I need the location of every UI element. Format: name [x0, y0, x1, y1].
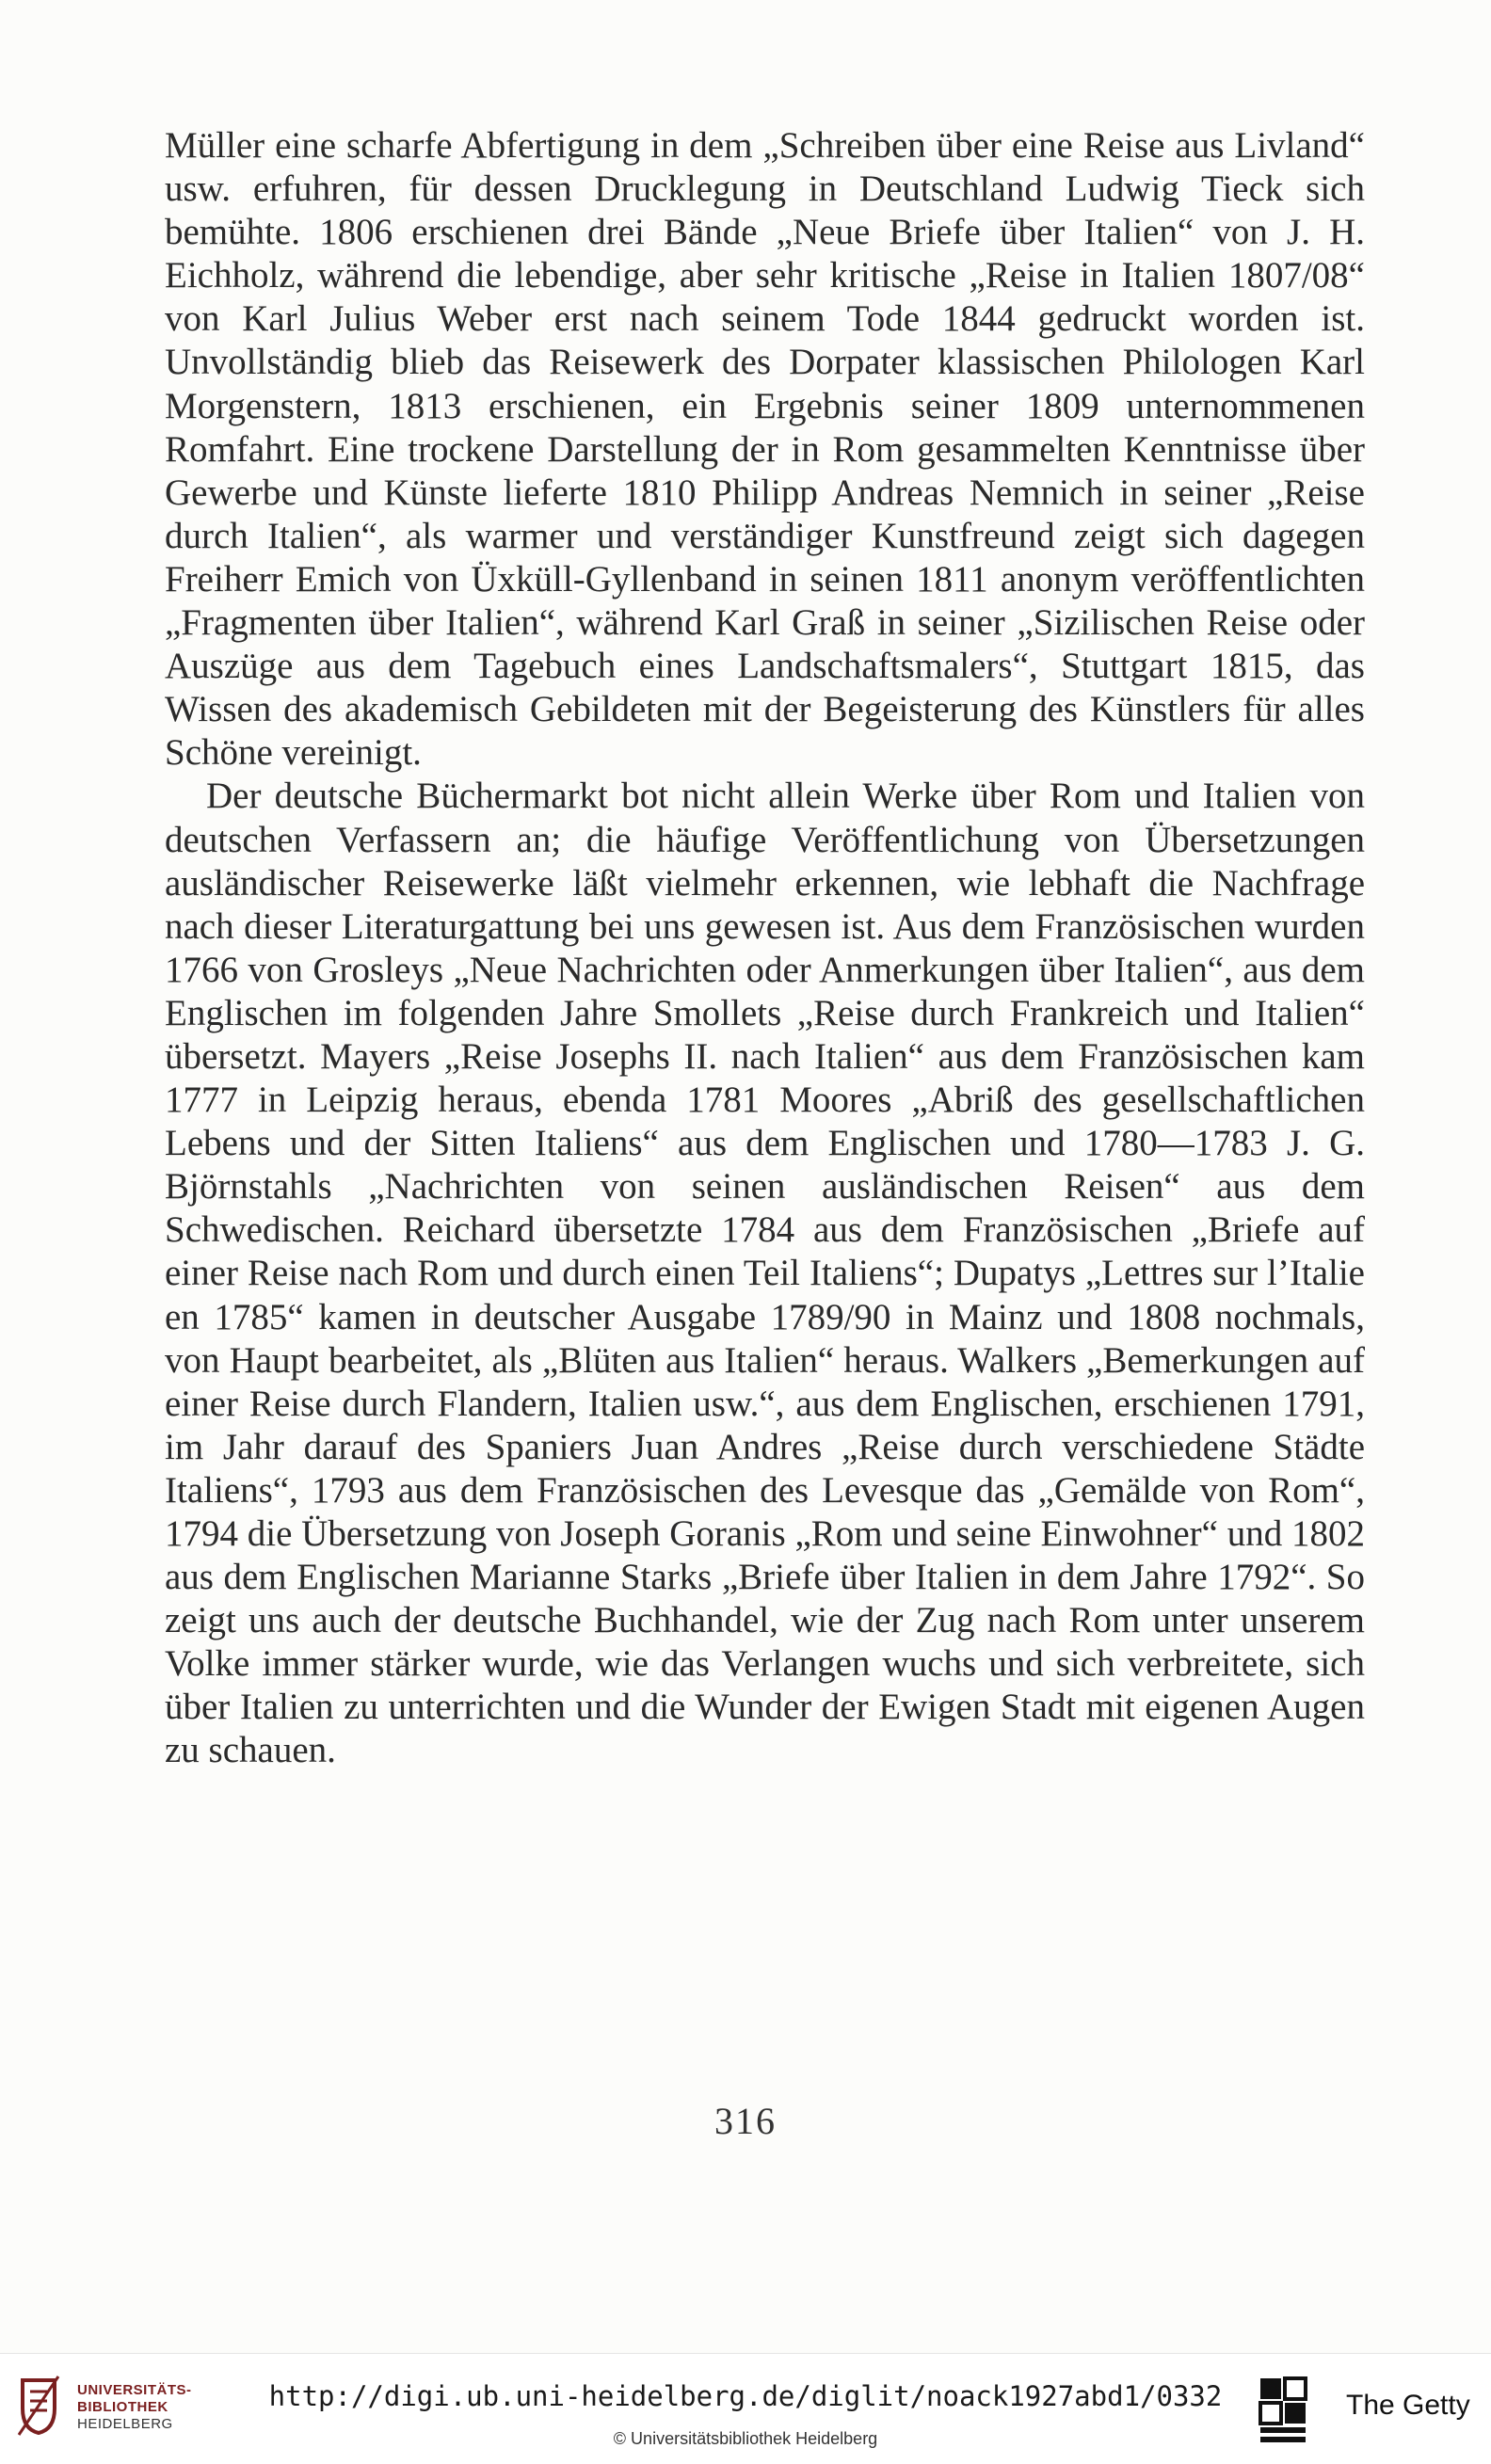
library-name-line: UNIVERSITÄTS-: [77, 2382, 192, 2398]
library-name-line: BIBLIOTHEK: [77, 2399, 168, 2415]
partner-name: The Getty: [1346, 2390, 1470, 2421]
permalink-url[interactable]: http://digi.ub.uni-heidelberg.de/diglit/noack1927abd1/0332: [268, 2380, 1223, 2412]
copyright-notice: © Universitätsbibliothek Heidelberg: [613, 2429, 878, 2448]
body-text: [165, 124, 1365, 1773]
paragraph: Der deutsche Büchermarkt bot nicht allein Werke über Rom und Italien von deutschen Verfassern an; die häufige Veröffentlichung von Übersetzungen ausländischer Reisewerke läßt vielmehr erkennen, wie lebhaft die Nachfrage nach dieser Literaturgattung bei uns gewesen ist. Aus dem Französischen wurden 1766 von Grosleys „Neue Nachrichten oder Anmerkungen über Italien“, aus dem Englischen im folgenden Jahre Smollets „Reise durch Frankreich und Italien“ übersetzt. Mayers „Reise Josephs II. nach Italien“ aus dem Französischen kam 1777 in Leipzig heraus, ebenda 1781 Moores „Abriß des gesellschaftlichen Lebens und der Sitten Italiens“ aus dem Englischen und 1780—1783 J. G. Björnstahls „Nachrichten von seinen ausländischen Reisen“ aus dem Schwedischen. Reichard übersetzte 1784 aus dem Französischen „Briefe auf einer Reise nach Rom und durch einen Teil Italiens“; Dupatys „Lettres sur l’Italie en 1785“ kamen in deutscher Ausgabe 1789/90 in Mainz und 1808 nochmals, von Haupt bearbeitet, als „Blüten aus Italien“ heraus. Walkers „Bemerkungen auf einer Reise durch Flandern, Italien usw.“, aus dem Englischen, erschienen 1791, im Jahr darauf des Spaniers Juan Andres „Reise durch verschiedene Städte Italiens“, 1793 aus dem Französischen des Levesque das „Gemälde von Rom“, 1794 die Übersetzung von Joseph Goranis „Rom und seine Einwohner“ und 1802 aus dem Englischen Marianne Starks „Briefe über Italien in dem Jahre 1792“. So zeigt uns auch der deutsche Buchhandel, wie der Zug nach Rom unter unserem Volke immer stärker wurde, wie das Verlangen wuchs und sich verbreitete, sich über Italien zu unterrichten und die Wunder der Ewigen Stadt mit eigenen Augen zu schauen.: [165, 776, 1365, 1771]
paragraph: Müller eine scharfe Abfertigung in dem „Schreiben über eine Reise aus Livland“ usw. erfuhren, für dessen Drucklegung in Deutschland Ludwig Tieck sich bemühte. 1806 erschienen drei Bände „Neue Briefe über Italien“ von J. H. Eichholz, während die lebendige, aber sehr kritische „Reise in Italien 1807/08“ von Karl Julius Weber erst nach seinem Tode 1844 gedruckt worden ist. Unvollständig blieb das Reisewerk des Dorpater klassischen Philologen Karl Morgenstern, 1813 erschienen, ein Ergebnis seiner 1809 unternommenen Romfahrt. Eine trockene Darstellung der in Rom gesammelten Kenntnisse über Gewerbe und Künste lieferte 1810 Philipp Andreas Nemnich in seiner „Reise durch Italien“, als warmer und verständiger Kunstfreund zeigt sich dagegen Freiherr Emich von Üxküll-Gyllenband in seinen 1811 anonym veröffentlichten „Fragmenten über Italien“, während Karl Graß in seiner „Sizilischen Reise oder Auszüge aus dem Tagebuch eines Landschaftsmalers“, Stuttgart 1815, das Wissen des akademisch Gebildeten mit der Begeisterung des Künstlers für alles Schöne vereinigt.: [165, 125, 1365, 774]
getty-logo-icon: [1257, 2375, 1313, 2450]
page-number: 316: [714, 2100, 777, 2142]
digitization-footer: [0, 2353, 1491, 2464]
library-name-line: HEIDELBERG: [77, 2416, 173, 2432]
